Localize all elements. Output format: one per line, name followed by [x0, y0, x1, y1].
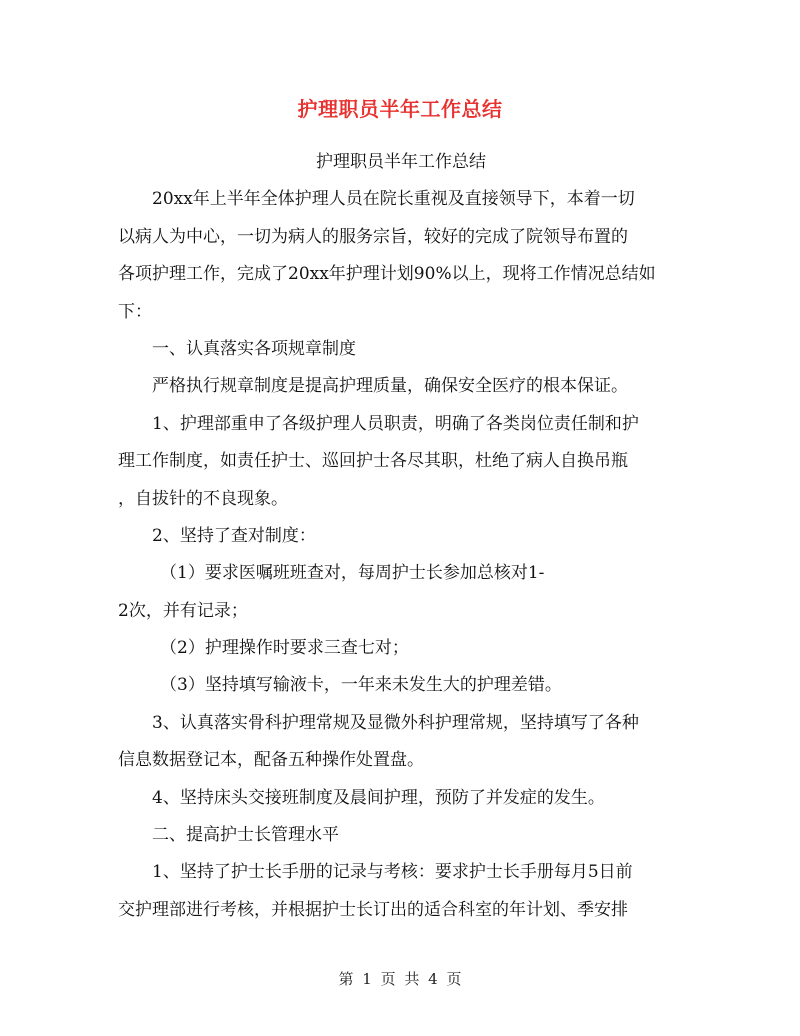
- text-line: 二、提高护士长管理水平: [152, 825, 339, 846]
- text-line: 下：: [118, 301, 152, 322]
- document-body: [118, 144, 684, 929]
- text-line: 20xx年上半年全体护理人员在院长重视及直接领导下，本着一切: [152, 189, 635, 210]
- text-line: 各项护理工作，完成了20xx年护理计划90%以上，现将工作情况总结如: [118, 264, 656, 285]
- text-line: ，自拔针的不良现象。: [118, 488, 288, 509]
- text-line: 4、坚持床头交接班制度及晨间护理，预防了并发症的发生。: [152, 787, 605, 808]
- text-line: 1、坚持了护士长手册的记录与考核：要求护士长手册每月5日前: [152, 862, 633, 883]
- document-subtitle: 护理职员半年工作总结: [316, 152, 486, 172]
- text-line: 2次，并有记录；: [118, 600, 248, 621]
- text-line: 以病人为中心，一切为病人的服务宗旨，较好的完成了院领导布置的: [118, 226, 628, 247]
- text-line: 3、认真落实骨科护理常规及显微外科护理常规，坚持填写了各种: [152, 712, 639, 733]
- text-line: （1）要求医嘱班班查对，每周护士长参加总核对1-: [160, 563, 545, 584]
- document-title: 护理职员半年工作总结: [297, 97, 503, 121]
- page-footer: 第 1 页 共 4 页: [338, 970, 462, 988]
- text-line: （2）护理操作时要求三查七对；: [160, 638, 409, 659]
- text-line: 交护理部进行考核，并根据护士长订出的适合科室的年计划、季安排: [118, 899, 628, 920]
- text-line: 理工作制度，如责任护士、巡回护士各尽其职，杜绝了病人自换吊瓶: [118, 451, 628, 472]
- text-line: （3）坚持填写输液卡，一年来未发生大的护理差错。: [160, 675, 562, 696]
- text-line: 信息数据登记本，配备五种操作处置盘。: [118, 750, 424, 771]
- text-line: 2、坚持了查对制度：: [152, 525, 316, 546]
- text-line: 一、认真落实各项规章制度: [152, 338, 356, 359]
- text-line: 严格执行规章制度是提高护理质量，确保安全医疗的根本保证。: [152, 376, 628, 397]
- body-lines: [118, 181, 684, 929]
- text-line: 1、护理部重申了各级护理人员职责，明确了各类岗位责任制和护: [152, 413, 639, 434]
